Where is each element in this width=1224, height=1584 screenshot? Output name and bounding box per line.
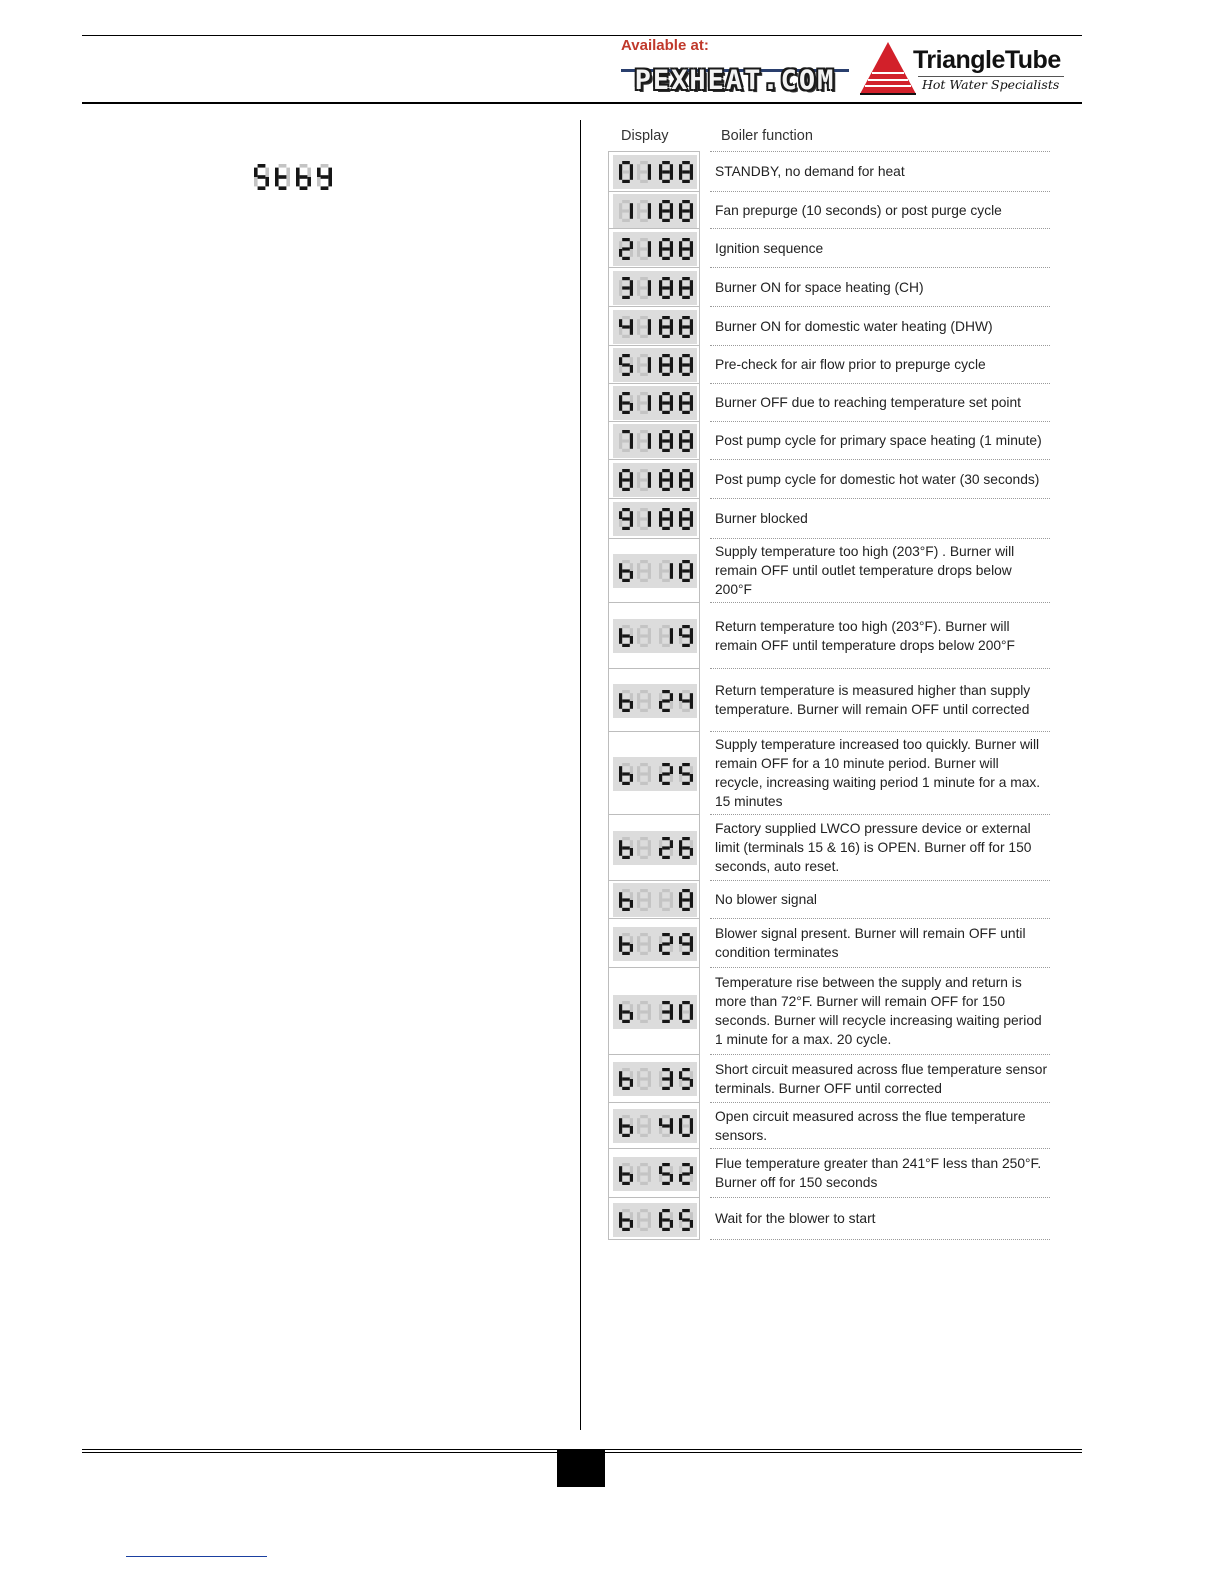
lcd-digit: [637, 508, 651, 530]
lcd-digit: [659, 690, 673, 712]
lcd-digit: [637, 837, 651, 859]
function-description: Supply temperature increased too quickly. Burner will remain OFF for a 10 minute period. Burner will recycle, increasing waiting period 1 minute for a max. 15 minutes: [715, 737, 1041, 809]
lcd-display: [613, 232, 697, 266]
lcd-digits: [613, 684, 697, 718]
lcd-digits: [613, 348, 697, 382]
lcd-display: [613, 1109, 697, 1143]
table-row-function-cell: [710, 731, 1050, 814]
lcd-digit: [659, 625, 673, 647]
table-row-function-cell: [710, 918, 1050, 967]
lcd-digit: [637, 560, 651, 582]
lcd-digit: [619, 889, 633, 911]
lcd-digit: [679, 392, 693, 414]
lcd-digit: [679, 354, 693, 376]
table-row-code-cell: [608, 814, 700, 880]
lcd-digit: [659, 837, 673, 859]
lcd-digit: [679, 560, 693, 582]
table-row-function-cell: [710, 228, 1050, 267]
lcd-digit: [679, 1115, 693, 1137]
table-row-function-cell: [710, 421, 1050, 459]
lcd-digit: [637, 430, 651, 452]
lcd-digit: [619, 837, 633, 859]
lcd-digit: [679, 837, 693, 859]
lcd-digit: [637, 690, 651, 712]
lcd-digit: [659, 392, 673, 414]
lcd-digit: [679, 430, 693, 452]
table-row-code-cell: [608, 918, 700, 967]
table-row-code-cell: [608, 459, 700, 498]
page-number-box: [557, 1449, 605, 1487]
standby-lcd-digit: [317, 164, 332, 190]
lcd-digit: [659, 316, 673, 338]
standby-lcd-digit: [275, 164, 290, 190]
table-row-function-cell: [710, 814, 1050, 880]
table-row-code-cell: [608, 151, 700, 191]
lcd-display: [613, 927, 697, 961]
lcd-digit: [659, 238, 673, 260]
lcd-digit: [659, 277, 673, 299]
lcd-display: [613, 883, 697, 917]
function-column-header: Boiler function: [721, 128, 813, 144]
lcd-digit: [659, 508, 673, 530]
function-description: Short circuit measured across flue temperature sensor terminals. Burner OFF until corrected: [715, 1061, 1048, 1096]
lcd-display: [613, 348, 697, 382]
lcd-display: [613, 995, 697, 1029]
lcd-display: [613, 1157, 697, 1191]
lcd-digit: [679, 1068, 693, 1090]
lcd-display: [613, 463, 697, 497]
lcd-digit: [619, 690, 633, 712]
table-row-function-cell: [710, 538, 1050, 602]
table-row-function-cell: [710, 1054, 1050, 1102]
lcd-display: [613, 684, 697, 718]
function-description: Flue temperature greater than 241°F less than 250°F. Burner off for 150 seconds: [715, 1156, 1042, 1190]
table-row-function-cell: [710, 151, 1050, 191]
footer-link-underline[interactable]: [126, 1556, 267, 1557]
lcd-digit: [637, 1163, 651, 1185]
table-row-function-cell: [710, 967, 1050, 1054]
lcd-digit: [637, 161, 651, 183]
table-row-code-cell: [608, 306, 700, 345]
lcd-digit: [637, 238, 651, 260]
function-description: No blower signal: [715, 892, 817, 907]
lcd-digit: [679, 1163, 693, 1185]
lcd-digit: [637, 1001, 651, 1023]
lcd-digit: [659, 430, 673, 452]
function-description: Pre-check for air flow prior to prepurge cycle: [715, 357, 986, 372]
table-row-code-cell: [608, 731, 700, 814]
function-description: Open circuit measured across the flue temperature sensors.: [715, 1108, 1026, 1143]
lcd-digits: [613, 463, 697, 497]
lcd-digit: [679, 625, 693, 647]
lcd-digit: [619, 200, 633, 222]
function-description: Factory supplied LWCO pressure device or external limit (terminals 15 & 16) is OPEN. Burner off for 150 seconds, auto reset.: [715, 821, 1032, 874]
lcd-display: [613, 386, 697, 420]
lcd-display: [613, 831, 697, 865]
lcd-digit: [679, 277, 693, 299]
lcd-digit: [619, 1209, 633, 1231]
table-row-function-cell: [710, 1197, 1050, 1240]
brand-name: TriangleTube: [913, 46, 1061, 74]
lcd-digit: [619, 625, 633, 647]
table-row-code-cell: [608, 1102, 700, 1148]
lcd-digit: [637, 316, 651, 338]
function-description: Fan prepurge (10 seconds) or post purge cycle: [715, 202, 1002, 218]
table-row-code-cell: [608, 1054, 700, 1102]
lcd-display: [613, 1203, 697, 1237]
standby-lcd-digits: [250, 160, 340, 194]
table-row-code-cell: [608, 345, 700, 383]
function-description: Burner ON for space heating (CH): [715, 279, 924, 295]
function-description: Post pump cycle for domestic hot water (30 seconds): [715, 471, 1040, 487]
lcd-digit: [659, 1001, 673, 1023]
lcd-digits: [613, 502, 697, 536]
lcd-digit: [679, 690, 693, 712]
pexheat-logo-text: PEXHEAT.COM: [634, 64, 836, 96]
lcd-digit: [679, 1209, 693, 1231]
lcd-display: [613, 502, 697, 536]
triangle-logo-icon: [858, 40, 918, 96]
lcd-digits: [613, 1062, 697, 1096]
lcd-display: [613, 155, 697, 189]
table-row-function-cell: [710, 191, 1050, 228]
lcd-digit: [637, 889, 651, 911]
lcd-digit: [619, 316, 633, 338]
table-row-code-cell: [608, 1148, 700, 1197]
lcd-digits: [613, 1203, 697, 1237]
table-row-function-cell: [710, 345, 1050, 383]
lcd-digit: [619, 1068, 633, 1090]
table-row-code-cell: [608, 1197, 700, 1240]
table-row-code-cell: [608, 191, 700, 228]
table-row-code-cell: [608, 602, 700, 668]
lcd-digit: [659, 200, 673, 222]
lcd-digit: [659, 763, 673, 785]
lcd-digits: [613, 1109, 697, 1143]
lcd-digit: [619, 161, 633, 183]
table-row-code-cell: [608, 498, 700, 538]
table-row-function-cell: [710, 602, 1050, 668]
table-row-code-cell: [608, 228, 700, 267]
lcd-digit: [637, 469, 651, 491]
lcd-digits: [613, 757, 697, 791]
lcd-digits: [613, 831, 697, 865]
lcd-digit: [619, 933, 633, 955]
lcd-digit: [659, 354, 673, 376]
lcd-digit: [619, 430, 633, 452]
lcd-digits: [613, 554, 697, 588]
table-row-code-cell: [608, 538, 700, 602]
lcd-display: [613, 554, 697, 588]
lcd-digits: [613, 194, 697, 228]
lcd-digit: [637, 1068, 651, 1090]
lcd-digit: [637, 277, 651, 299]
table-row-code-cell: [608, 383, 700, 421]
lcd-digit: [679, 1001, 693, 1023]
lcd-digit: [619, 1115, 633, 1137]
table-row-code-cell: [608, 267, 700, 306]
lcd-display: [613, 194, 697, 228]
table-row-code-cell: [608, 421, 700, 459]
function-description: Return temperature too high (203°F). Burner will remain OFF until temperature drops below 200°F: [715, 618, 1015, 653]
lcd-digit: [679, 469, 693, 491]
lcd-digits: [613, 619, 697, 653]
lcd-digit: [679, 316, 693, 338]
lcd-digit: [659, 933, 673, 955]
lcd-digit: [637, 1115, 651, 1137]
table-row-code-cell: [608, 880, 700, 918]
lcd-digit: [659, 161, 673, 183]
brand-tagline: Hot Water Specialists: [922, 77, 1060, 92]
lcd-digits: [613, 995, 697, 1029]
lcd-digit: [637, 1209, 651, 1231]
lcd-digit: [619, 354, 633, 376]
lcd-digit: [619, 392, 633, 414]
lcd-digits: [613, 271, 697, 305]
lcd-digit: [659, 1068, 673, 1090]
lcd-display: [613, 310, 697, 344]
lcd-display: [613, 757, 697, 791]
lcd-digit: [619, 560, 633, 582]
lcd-digit: [679, 200, 693, 222]
lcd-digit: [679, 933, 693, 955]
lcd-digit: [679, 508, 693, 530]
table-row-function-cell: [710, 267, 1050, 306]
table-row-code-cell: [608, 967, 700, 1054]
table-row-function-cell: [710, 459, 1050, 498]
table-row-function-cell: [710, 668, 1050, 731]
lcd-digit: [659, 1163, 673, 1185]
lcd-digit: [659, 1115, 673, 1137]
table-row-code-cell: [608, 668, 700, 731]
lcd-digits: [613, 386, 697, 420]
pexheat-logo[interactable]: [621, 60, 849, 100]
lcd-digits: [613, 927, 697, 961]
lcd-digits: [613, 232, 697, 266]
standby-display: [250, 160, 340, 194]
function-description: Wait for the blower to start: [715, 1211, 876, 1226]
lcd-digit: [679, 161, 693, 183]
header-top-rule: [82, 35, 1082, 36]
available-at-label: Available at:: [621, 37, 709, 54]
table-row-function-cell: [710, 306, 1050, 345]
lcd-display: [613, 1062, 697, 1096]
display-column-header: Display: [621, 128, 669, 144]
function-description: Return temperature is measured higher than supply temperature. Burner will remain OFF until corrected: [715, 683, 1031, 717]
function-description: Temperature rise between the supply and return is more than 72°F. Burner will remain OFF for 150 seconds. Burner will recycle increasing waiting period 1 minute for a max. 20 cycle.: [715, 975, 1042, 1047]
lcd-digit: [679, 238, 693, 260]
lcd-display: [613, 271, 697, 305]
function-description: Supply temperature too high (203°F) . Burner will remain OFF until outlet temperature drops below 200°F: [715, 544, 1015, 597]
lcd-display: [613, 424, 697, 458]
lcd-digit: [619, 1163, 633, 1185]
lcd-digit: [619, 238, 633, 260]
table-row-function-cell: [710, 1148, 1050, 1197]
lcd-digit: [619, 763, 633, 785]
lcd-digit: [637, 392, 651, 414]
function-description: Post pump cycle for primary space heating (1 minute): [715, 433, 1042, 448]
lcd-digit: [637, 763, 651, 785]
function-description: Blower signal present. Burner will remain OFF until condition terminates: [715, 926, 1026, 960]
lcd-digit: [637, 200, 651, 222]
lcd-digit: [619, 469, 633, 491]
lcd-digit: [679, 889, 693, 911]
table-row-function-cell: [710, 1102, 1050, 1148]
standby-lcd-digit: [296, 164, 311, 190]
lcd-digit: [659, 1209, 673, 1231]
lcd-digits: [613, 310, 697, 344]
function-description: Burner OFF due to reaching temperature set point: [715, 395, 1021, 410]
lcd-digit: [619, 277, 633, 299]
table-row-function-cell: [710, 498, 1050, 538]
lcd-digit: [637, 933, 651, 955]
function-description: Ignition sequence: [715, 240, 824, 256]
table-row-function-cell: [710, 880, 1050, 918]
lcd-digit: [619, 508, 633, 530]
lcd-digit: [679, 763, 693, 785]
header-bottom-rule: [82, 102, 1082, 104]
lcd-digit: [637, 354, 651, 376]
lcd-digit: [659, 469, 673, 491]
function-description: Burner ON for domestic water heating (DHW): [715, 318, 993, 334]
column-divider: [580, 120, 581, 1430]
standby-lcd-digit: [254, 164, 269, 190]
lcd-digits: [613, 424, 697, 458]
lcd-digit: [659, 560, 673, 582]
lcd-digit: [637, 625, 651, 647]
lcd-display: [613, 619, 697, 653]
lcd-digits: [613, 1157, 697, 1191]
function-description: STANDBY, no demand for heat: [715, 164, 905, 179]
lcd-digit: [619, 1001, 633, 1023]
function-description: Burner blocked: [715, 511, 808, 526]
table-row-function-cell: [710, 383, 1050, 421]
lcd-digits: [613, 155, 697, 189]
lcd-digits: [613, 883, 697, 917]
lcd-digit: [659, 889, 673, 911]
